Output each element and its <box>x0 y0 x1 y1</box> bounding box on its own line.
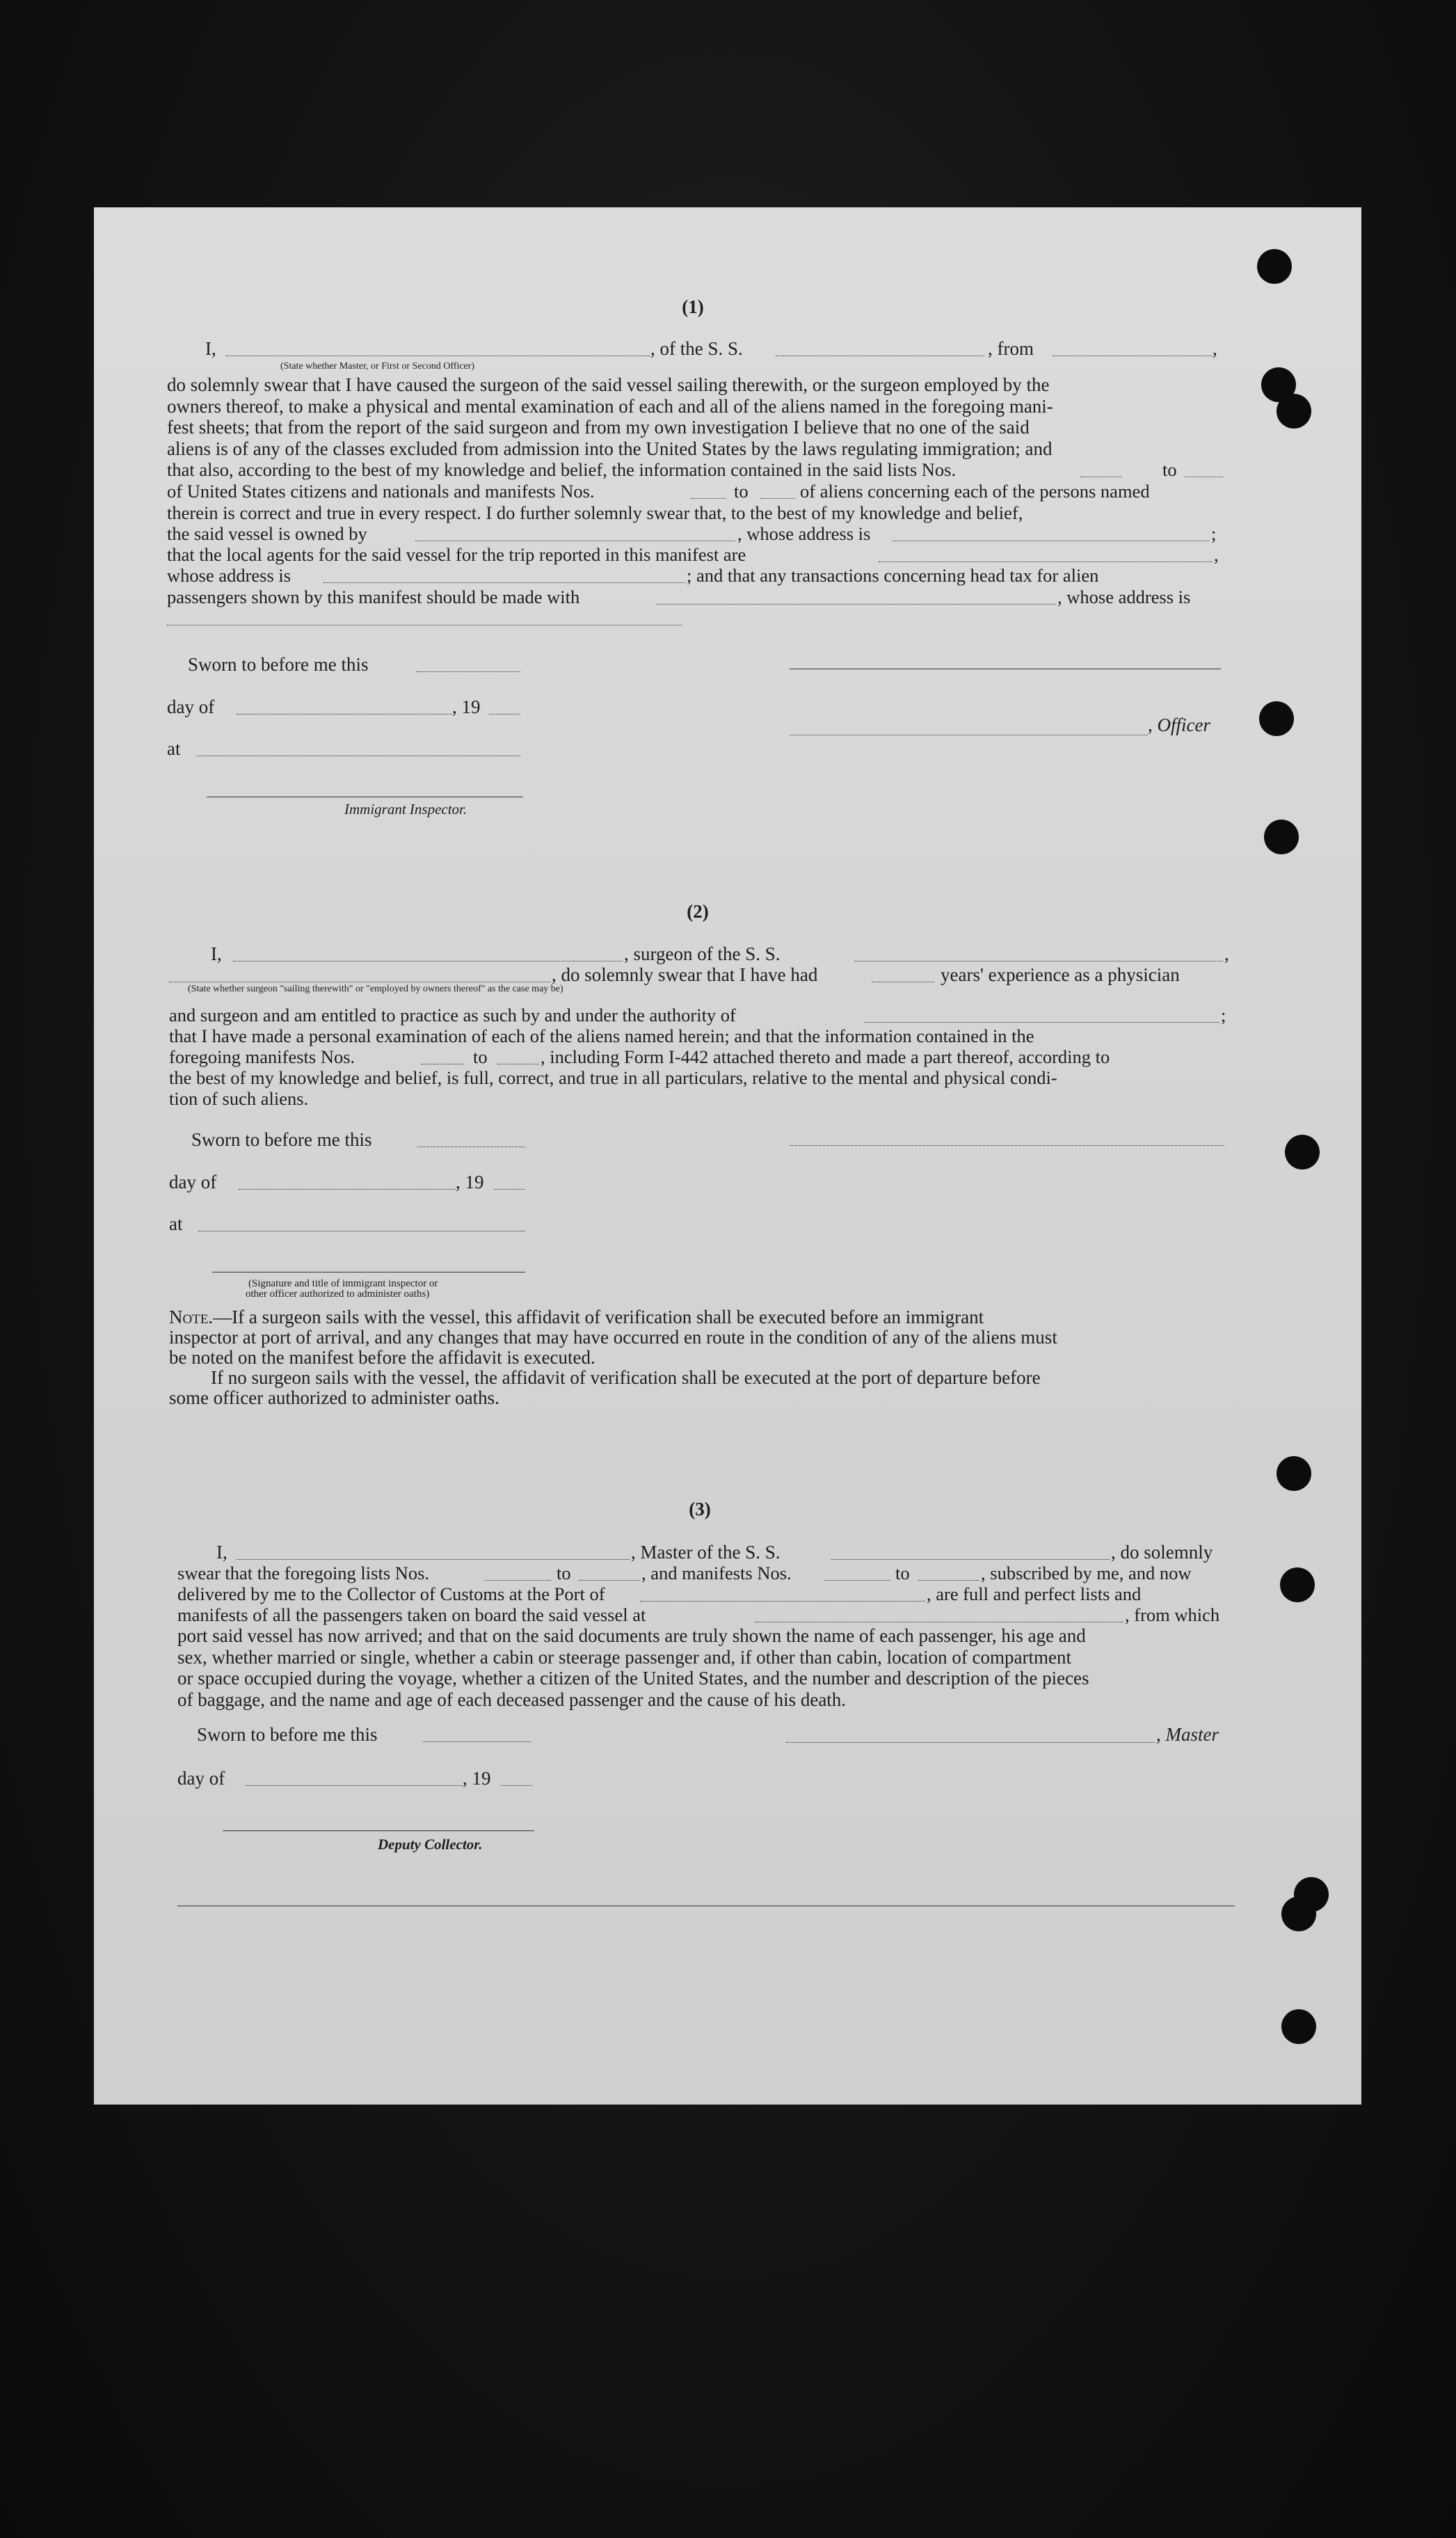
note-line: —If a surgeon sails with the vessel, this affidavit of verification shall be executed before an immigrant <box>213 1307 984 1327</box>
s1-manifests-text: of United States citizens and nationals and manifests Nos. <box>167 481 595 502</box>
binder-hole <box>1264 820 1299 854</box>
s3-sworn-date-field[interactable] <box>423 1727 531 1742</box>
officer-name-field[interactable] <box>226 342 650 356</box>
years-experience-field[interactable] <box>872 968 934 982</box>
s1-body-line: fest sheets; that from the report of the said surgeon and from my own investigation I believe that no one of the said <box>167 417 1030 438</box>
s2-sworn-date-field[interactable] <box>417 1133 525 1147</box>
vessel-name-field[interactable] <box>776 342 984 356</box>
section-1-number: (1) <box>682 296 704 317</box>
lists-from-field[interactable] <box>1080 463 1122 477</box>
s2-manifests-to-field[interactable] <box>497 1050 539 1064</box>
section-2-number: (2) <box>687 901 709 922</box>
s1-place-field[interactable] <box>197 742 520 756</box>
note-line: be noted on the manifest before the affidavit is executed. <box>169 1347 595 1368</box>
s1-owned-text: the said vessel is owned by <box>167 523 367 544</box>
s2-semi: ; <box>1221 1005 1226 1025</box>
s1-from-label: , from <box>988 338 1034 359</box>
s3-sworn-label: Sworn to before me this <box>197 1724 378 1745</box>
binder-hole <box>1259 701 1294 736</box>
note-line: If no surgeon sails with the vessel, the affidavit of verification shall be executed at the port of departure before <box>211 1367 1041 1388</box>
agent-address-field[interactable] <box>323 568 685 583</box>
s1-body-line: do solemnly swear that I have caused the surgeon of the said vessel sailing therewith, or the surgeon employed by the <box>167 374 1050 395</box>
s3-body-line: port said vessel has now arrived; and that on the said documents are truly shown the name of each passenger, his age and <box>177 1625 1086 1646</box>
s3-from-which: , from which <box>1125 1604 1220 1625</box>
authority-field[interactable] <box>865 1008 1219 1023</box>
s3-to: to <box>557 1563 571 1583</box>
s2-to: to <box>473 1046 488 1067</box>
section-3-body <box>177 1625 1235 1710</box>
note-label: Note. <box>169 1307 214 1327</box>
deputy-collector-signature-line[interactable] <box>223 1830 534 1831</box>
s3-i-label: I, <box>216 1542 227 1563</box>
surgeon-note <box>169 1307 1233 1408</box>
section-1-body <box>167 374 1223 459</box>
s3-month-field[interactable] <box>246 1771 463 1786</box>
s2-years-text: years' experience as a physician <box>941 964 1180 985</box>
s1-year-prefix: , 19 <box>452 696 481 717</box>
s1-whose-address-2: , whose address is <box>1057 586 1191 607</box>
s3-delivered-text: delivered by me to the Collector of Customs at the Port of <box>177 1583 605 1604</box>
s3-lists-text: swear that the foregoing lists Nos. <box>177 1563 430 1583</box>
port-of-embarkation-field[interactable] <box>755 1608 1123 1622</box>
s1-semi: ; <box>1211 523 1217 544</box>
s2-comma: , <box>1224 943 1229 964</box>
s1-year-field[interactable] <box>489 700 520 715</box>
master-name-field[interactable] <box>237 1545 630 1560</box>
s1-agent-address-label: whose address is <box>167 565 291 586</box>
s2-month-field[interactable] <box>239 1175 456 1190</box>
s3-day-of-label: day of <box>177 1768 225 1789</box>
manifests-from-field[interactable] <box>691 484 726 499</box>
s2-day-of-label: day of <box>169 1172 217 1192</box>
port-of-arrival-field[interactable] <box>640 1587 925 1602</box>
s1-aliens-text: of aliens concerning each of the persons named <box>800 481 1150 502</box>
s2-at-label: at <box>169 1213 183 1234</box>
s2-authority-text: and surgeon and am entitled to practice as such by and under the authority of <box>169 1005 736 1025</box>
s2-surgeon-label: , surgeon of the S. S. <box>624 943 781 964</box>
binder-hole <box>1281 2009 1316 2044</box>
binder-hole <box>1285 1135 1320 1170</box>
s3-manifests-to-field[interactable] <box>918 1566 979 1581</box>
s1-day-of-label: day of <box>167 696 215 717</box>
s2-swear-text: , do solemnly swear that I have had <box>552 964 818 985</box>
s3-vessel-field[interactable] <box>831 1545 1110 1560</box>
s3-solemnly: , do solemnly <box>1111 1542 1213 1563</box>
s2-surgeon-signature-line[interactable] <box>790 1145 1224 1146</box>
s2-year-field[interactable] <box>494 1175 525 1190</box>
s1-to: to <box>1162 459 1177 480</box>
s3-master-sig-label: , Master <box>1156 1724 1219 1745</box>
s1-whose-address: , whose address is <box>737 523 871 544</box>
note-line: inspector at port of arrival, and any changes that may have occurred en route in the condition of any of the aliens must <box>169 1327 1057 1348</box>
s1-body-line: owners thereof, to make a physical and mental examination of each and all of the aliens named in the foregoing mani- <box>167 395 1053 417</box>
s1-agents-text: that the local agents for the said vessel for the trip reported in this manifest are <box>167 544 746 565</box>
s2-sig-hint-1: (Signature and title of immigrant inspector or <box>248 1278 438 1289</box>
note-line: some officer authorized to administer oaths. <box>169 1387 499 1408</box>
form-page <box>94 207 1361 2105</box>
surgeon-status-field[interactable] <box>169 968 550 982</box>
owner-field[interactable] <box>415 527 735 541</box>
manifests-to-field[interactable] <box>760 484 795 499</box>
s1-officer-label: , Officer <box>1148 715 1210 735</box>
s1-comma: , <box>1213 338 1217 359</box>
s1-sworn-label: Sworn to before me this <box>188 654 369 675</box>
binder-hole <box>1277 1456 1311 1491</box>
departure-port-field[interactable] <box>1053 342 1213 356</box>
master-signature-line[interactable] <box>786 1742 1155 1743</box>
s3-subscribed-text: , subscribed by me, and now <box>981 1563 1192 1583</box>
binder-hole <box>1281 1897 1316 1931</box>
officer-hint: (State whether Master, or First or Second Officer) <box>280 361 475 372</box>
s2-body-line: that I have made a personal examination of each of the aliens named herein; and that the information contained in the <box>169 1025 1034 1046</box>
s2-sig-hint-2: other officer authorized to administer oaths) <box>246 1288 430 1300</box>
surgeon-name-field[interactable] <box>233 947 623 961</box>
lists-to-field[interactable] <box>1185 463 1223 477</box>
s1-inspector-label: Immigrant Inspector. <box>344 801 467 817</box>
section-3-number: (3) <box>689 1499 711 1519</box>
s2-body-line: the best of my knowledge and belief, is full, correct, and true in all particulars, relative to the mental and physical condi- <box>169 1067 1057 1088</box>
s2-place-field[interactable] <box>198 1217 525 1231</box>
binder-hole <box>1280 1567 1315 1602</box>
s1-body-line: aliens is of any of the classes excluded from admission into the United States by the laws regulating immigration; and <box>167 438 1053 459</box>
s1-month-field[interactable] <box>237 700 452 715</box>
s3-master-label: , Master of the S. S. <box>631 1542 781 1563</box>
s3-manifests-text: , and manifests Nos. <box>641 1563 792 1583</box>
s1-comma-2: , <box>1214 544 1219 565</box>
s3-body-line: or space occupied during the voyage, whether a citizen of the United States, and the number and description of the pieces <box>177 1668 1089 1689</box>
s3-lists-to-field[interactable] <box>579 1566 640 1581</box>
s1-sworn-date-field[interactable] <box>416 657 520 672</box>
surgeon-hint: (State whether surgeon "sailing therewith" or "employed by owners thereof" as the case may be) <box>188 984 563 994</box>
s1-to-2: to <box>734 481 749 502</box>
owner-address-field[interactable] <box>893 527 1209 541</box>
s3-body-line: of baggage, and the name and age of each deceased passenger and the cause of his death. <box>177 1689 847 1710</box>
s3-body-line: sex, whether married or single, whether a cabin or steerage passenger and, if other than cabin, location of compartment <box>177 1646 1072 1668</box>
s3-manifests-from-field[interactable] <box>824 1566 890 1581</box>
s1-correct-text: therein is correct and true in every respect. I do further solemnly swear that, to the best of my knowledge and belief, <box>167 502 1023 523</box>
s1-at-label: at <box>167 738 181 759</box>
s1-lists-text: that also, according to the best of my knowledge and belief, the information contained in the said lists Nos. <box>167 459 957 480</box>
head-tax-address-field[interactable] <box>167 611 682 625</box>
binder-hole <box>1277 394 1311 429</box>
s3-full-perfect-text: , are full and perfect lists and <box>927 1583 1142 1604</box>
s3-taken-text: manifests of all the passengers taken on board the said vessel at <box>177 1604 646 1625</box>
s3-year-prefix: , 19 <box>463 1768 491 1789</box>
head-tax-party-field[interactable] <box>656 590 1056 605</box>
s3-deputy-label: Deputy Collector. <box>378 1836 483 1853</box>
s2-sworn-label: Sworn to before me this <box>191 1129 372 1150</box>
s2-manifests-from-field[interactable] <box>421 1050 464 1064</box>
s1-of-ss-label: , of the S. S. <box>650 338 743 359</box>
s2-foregoing-text: foregoing manifests Nos. <box>169 1046 355 1067</box>
agents-field[interactable] <box>879 548 1213 562</box>
s3-year-field[interactable] <box>501 1771 532 1786</box>
s2-including-text: , including Form I-442 attached thereto and made a part thereof, according to <box>541 1046 1110 1067</box>
s2-i-label: I, <box>211 943 222 964</box>
s3-lists-from-field[interactable] <box>485 1566 551 1581</box>
s2-year-prefix: , 19 <box>456 1172 484 1192</box>
binder-hole <box>1257 249 1292 284</box>
s2-vessel-field[interactable] <box>854 947 1223 961</box>
s2-body-line: tion of such aliens. <box>169 1088 309 1109</box>
s1-i-label: I, <box>205 338 216 359</box>
s3-to-2: to <box>895 1563 910 1583</box>
s1-passengers-text: passengers shown by this manifest should be made with <box>167 586 580 607</box>
s1-head-tax-text: ; and that any transactions concerning head tax for alien <box>687 565 1099 586</box>
